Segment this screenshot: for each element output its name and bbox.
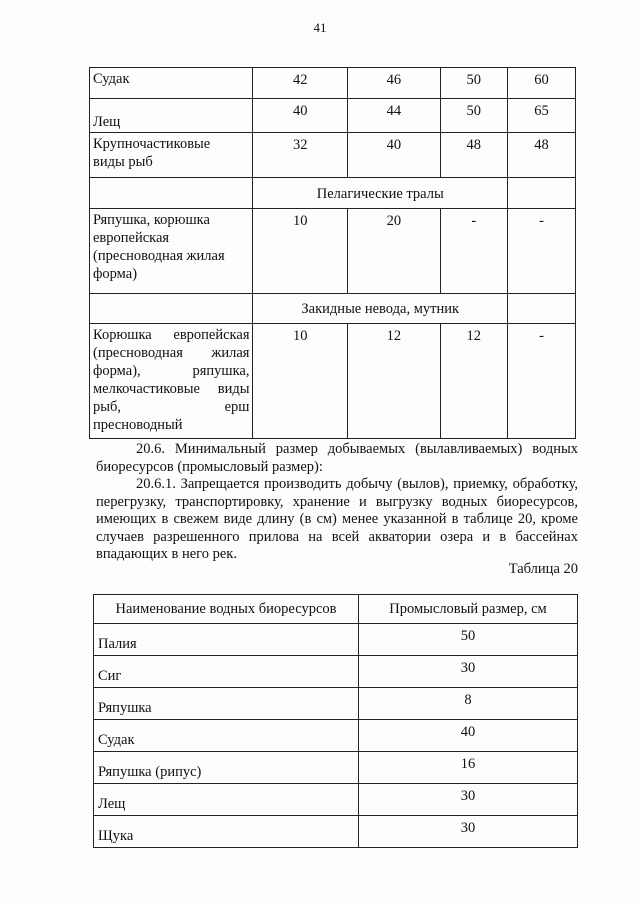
species-name: Лещ [90,99,253,133]
value-cell: 10 [253,324,348,439]
size-value: 30 [359,816,578,848]
empty-cell [90,178,253,209]
table-row [94,784,578,816]
species-name: Ряпушка [94,688,359,720]
size-value: 50 [359,624,578,656]
paragraph-body [96,476,578,564]
size-value: 30 [359,656,578,688]
value-cell: 60 [507,68,575,99]
value-cell: 50 [440,68,507,99]
species-name [90,324,253,439]
species-name-line: виды рыб [93,154,153,170]
value-cell: 44 [348,99,441,133]
table-row [94,624,578,656]
species-name-line: Ряпушка, корюшка [93,212,210,228]
table-row [90,209,576,294]
value-cell: 48 [507,133,575,178]
value-cell: 46 [348,68,441,99]
value-cell: 20 [348,209,441,294]
species-name-line: мелкочастиковые виды [93,381,250,397]
column-header-size: Промысловый размер, см [359,595,578,624]
table-row [90,99,576,133]
table-header-row [94,595,578,624]
section-row [90,294,576,324]
species-name-line: форма), ряпушка, [93,363,250,379]
species-name [90,133,253,178]
empty-cell [507,178,575,209]
size-value: 40 [359,720,578,752]
species-name: Судак [94,720,359,752]
value-cell: 48 [440,133,507,178]
section-heading: Закидные невода, мутник [253,294,508,324]
table-caption: Таблица 20 [508,561,578,577]
species-name-line: рыб, ерш [93,399,250,415]
table-row [90,68,576,99]
value-cell: - [507,209,575,294]
species-name-line: форма) [93,266,138,282]
value-cell: 32 [253,133,348,178]
table-row [94,816,578,848]
value-cell: 12 [348,324,441,439]
species-name-line: (пресноводная жилая [93,345,250,361]
table-row [90,324,576,439]
table-row [90,133,576,178]
section-row [90,178,576,209]
species-name: Лещ [94,784,359,816]
section-heading: Пелагические тралы [253,178,508,209]
value-cell: - [507,324,575,439]
value-cell: 42 [253,68,348,99]
size-value: 8 [359,688,578,720]
size-value: 16 [359,752,578,784]
value-cell: 40 [253,99,348,133]
species-name: Сиг [94,656,359,688]
value-cell: 50 [440,99,507,133]
species-name: Щука [94,816,359,848]
column-header-name: Наименование водных биоресурсов [94,595,359,624]
value-cell: 12 [440,324,507,439]
species-name-line: европейская [93,230,170,246]
paragraph-text: 20.6.1. Запрещается производить добычу (вылов), приемку, обработку, перегрузку, транспортировку, хранение и выгрузку водных биоресурсов, имеющих в свежем виде длину (в см) менее указанной в таблице 20, кроме случаев разрешенного прилова на всей акватории озера и в бассейнах впадающих в него рек. [96,476,578,562]
empty-cell [507,294,575,324]
paragraph-section-heading [96,441,578,476]
page-number: 41 [313,20,327,35]
size-value: 30 [359,784,578,816]
table-row [94,752,578,784]
species-name-line: Крупночастиковые [93,136,211,152]
empty-cell [90,294,253,324]
species-name: Палия [94,624,359,656]
table-row [94,656,578,688]
species-name-line: (пресноводная жилая [93,248,225,264]
species-name: Ряпушка (рипус) [94,752,359,784]
value-cell: - [440,209,507,294]
species-name: Судак [90,68,253,99]
paragraph-text: 20.6. Минимальный размер добываемых (вылавливаемых) водных биоресурсов (промысловый размер): [96,441,578,475]
value-cell: 10 [253,209,348,294]
species-name [90,209,253,294]
fishing-gear-table [89,67,576,439]
species-name-line: Корюшка европейская [93,327,250,343]
value-cell: 65 [507,99,575,133]
value-cell: 40 [348,133,441,178]
species-name-line: пресноводный [93,417,183,433]
commercial-size-table [93,594,578,848]
table-row [94,688,578,720]
table-row [94,720,578,752]
